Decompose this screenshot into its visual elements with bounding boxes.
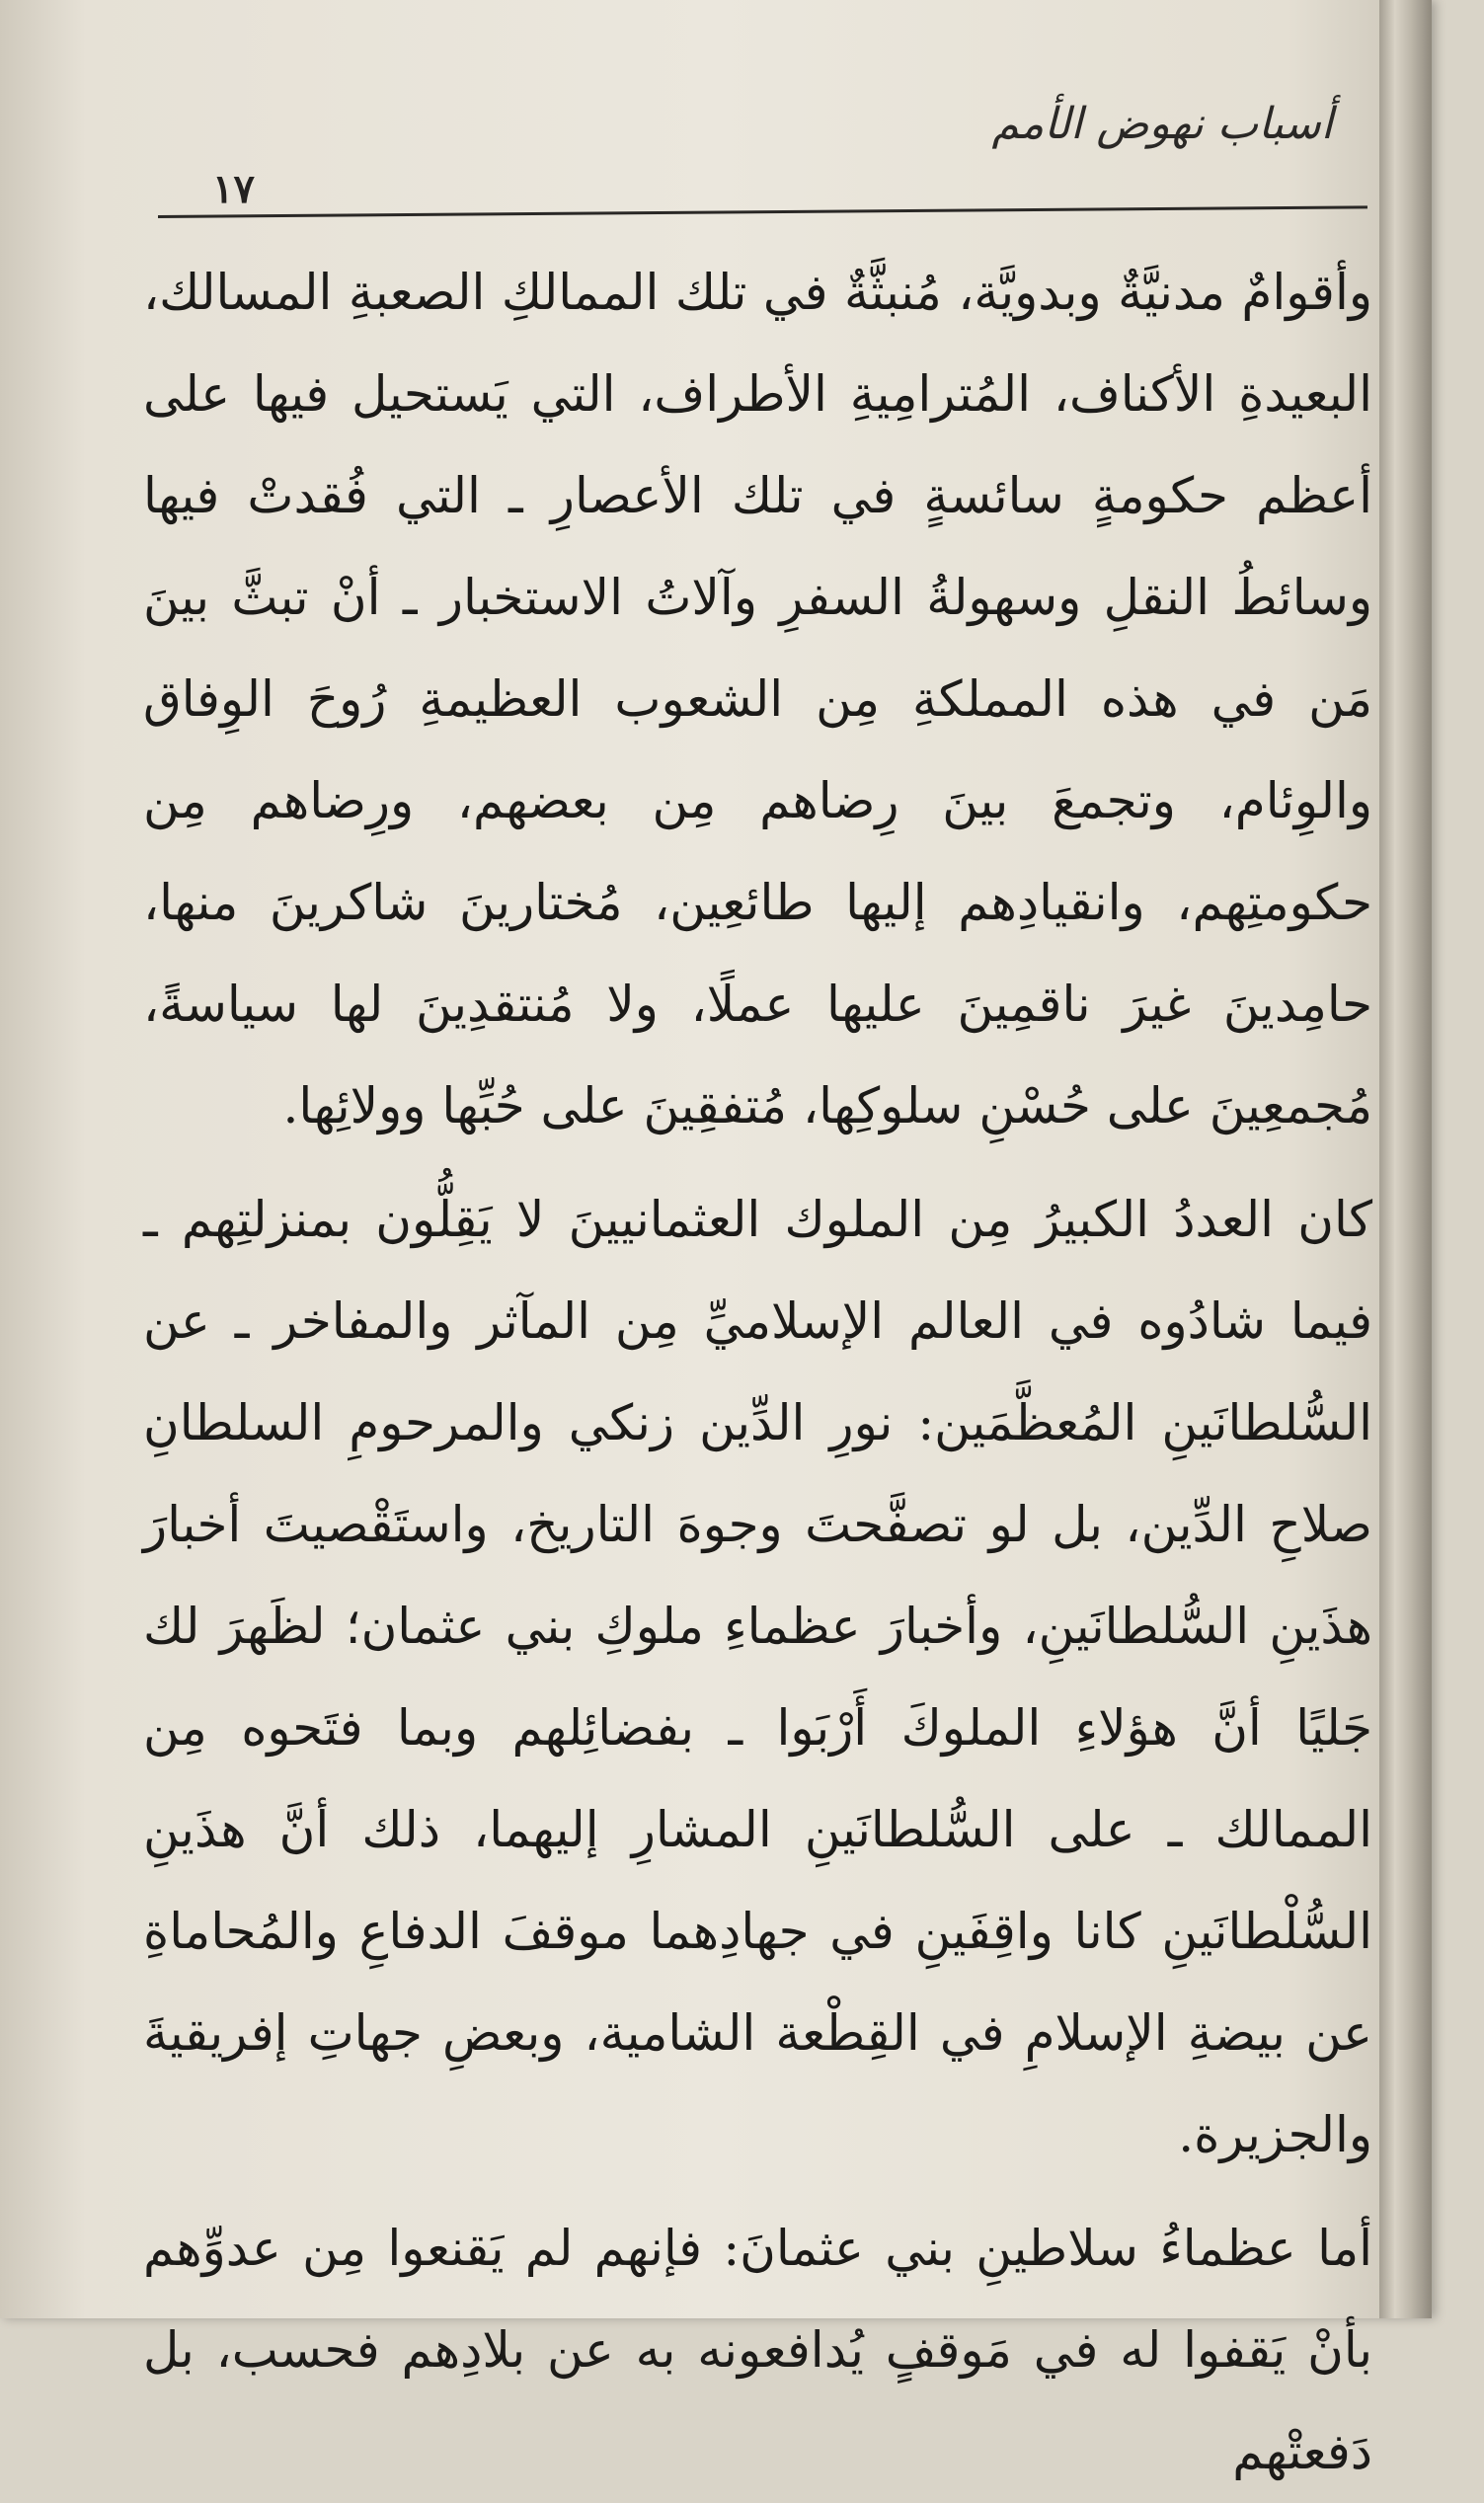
body-text (143, 242, 1372, 2503)
paragraph-1: وأقوامٌ مدنيَّةٌ وبدويَّة، مُنبثَّةٌ في تلك الممالكِ الصعبةِ المسالك، البعيدةِ الأكناف، المُترامِيةِ الأطراف، التي يَستحيل فيها على أعظم حكومةٍ سائسةٍ في تلك الأعصارِ ـ التي فُقدتْ فيها وسائطُ النقلِ وسهولةُ السفرِ وآلاتُ الاستخبار ـ أنْ تبثَّ بينَ مَن في هذه المملكةِ مِن الشعوب العظيمةِ رُوحَ الوِفاق والوِئام، وتجمعَ بينَ رِضاهم مِن بعضهم، ورِضاهم مِن حكومتِهم، وانقيادِهم إليها طائعِين، مُختارينَ شاكرينَ منها، حامِدينَ غيرَ ناقمِينَ عليها عملًا، ولا مُنتقدِينَ لها سياسةً، مُجمعِينَ على حُسْنِ سلوكِها، مُتفقِينَ على حُبِّها وولائِها. (143, 264, 1372, 1134)
paragraph-3: أما عظماءُ سلاطينِ بني عثمانَ: فإنهم لم يَقنعوا مِن عدوِّهم بأنْ يَقفوا له في مَوقفٍ يُدافعونه به عن بلادِهم فحسب، بل دَفعتْهم (143, 2220, 1372, 2480)
paragraph-2: كان العددُ الكبيرُ مِن الملوك العثمانيينَ لا يَقِلُّون بمنزلتِهم ـ فيما شادُوه في العالم الإسلاميِّ مِن المآثر والمفاخر ـ عن السُّلطانَينِ المُعظَّمَين: نورِ الدِّين زنكي والمرحومِ السلطانِ صلاحِ الدِّين، بل لو تصفَّحتَ وجوهَ التاريخ، واستَقْصيتَ أخبارَ هذَينِ السُّلطانَينِ، وأخبارَ عظماءِ ملوكِ بني عثمان؛ لظَهرَ لك جَليًا أنَّ هؤلاءِ الملوكَ أَرْبَوا ـ بفضائِلهم وبما فتَحوه مِن الممالك ـ على السُّلطانَينِ المشارِ إليهما، ذلك أنَّ هذَينِ السُّلْطانَينِ كانا واقِفَينِ في جهادِهما موقفَ الدفاعِ والمُحاماةِ عن بيضةِ الإسلامِ في القِطْعة الشامية، وبعضِ جهاتِ إفريقيةَ والجزيرة. (143, 1191, 1372, 2163)
running-header-title: أسباب نهوض الأمم (991, 99, 1333, 149)
page-edge (1379, 0, 1432, 2318)
header-divider (158, 205, 1367, 218)
page-number: ١٧ (212, 166, 255, 212)
